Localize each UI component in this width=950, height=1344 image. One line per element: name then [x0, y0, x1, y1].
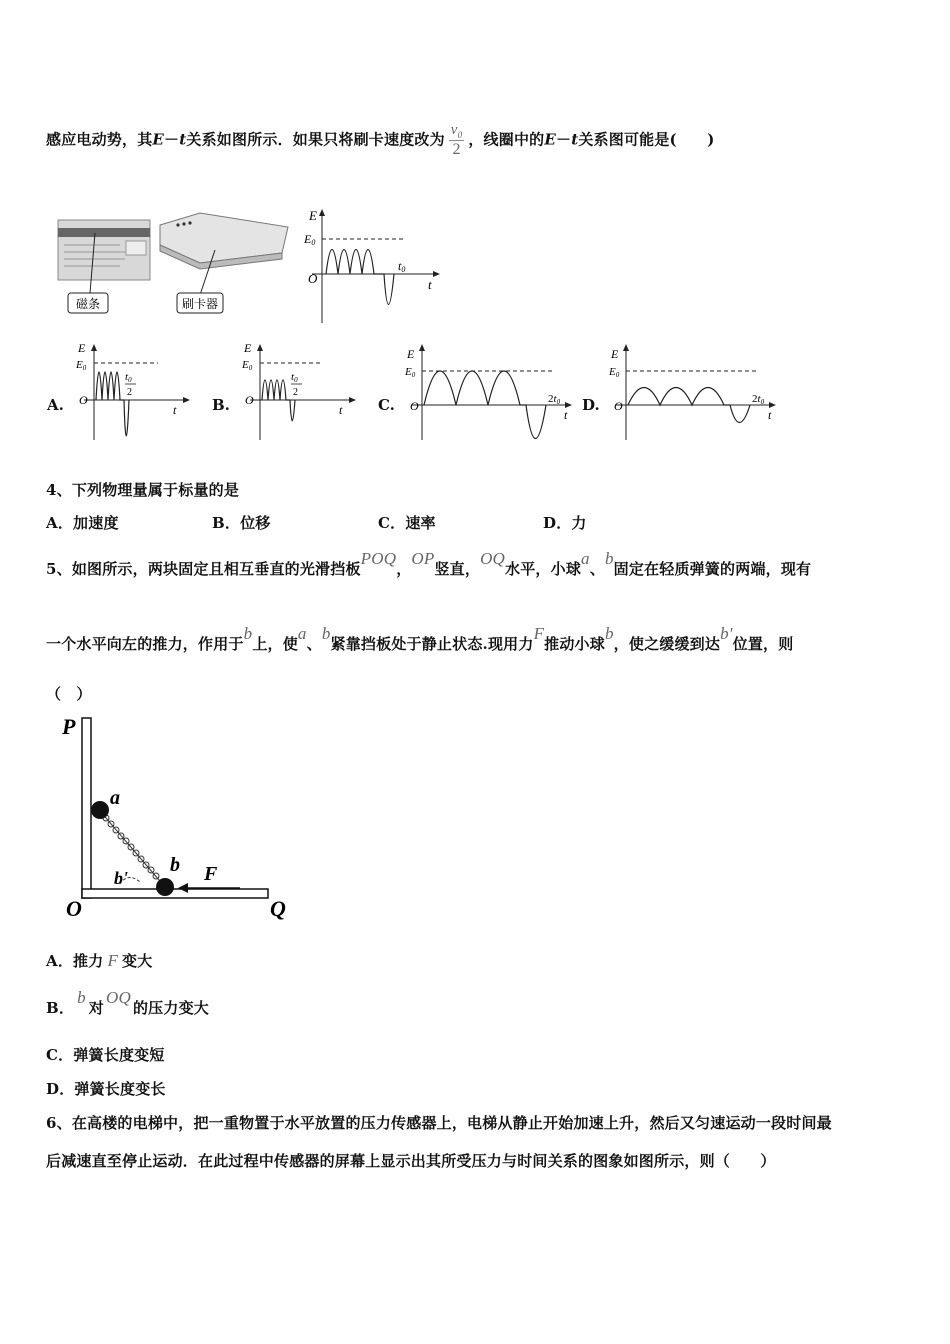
q3-var-t: t	[179, 130, 187, 149]
q5-optA-text-1: A．推力	[46, 952, 104, 970]
q5-option-D[interactable]: D．弹簧长度变长	[46, 1080, 166, 1098]
q5-l2-text-7: 位置，则	[732, 635, 794, 653]
optA-E: E	[78, 342, 86, 355]
q3-option-B-graph[interactable]	[236, 342, 361, 442]
q3-frac-num-sub: 0	[457, 130, 463, 140]
card-reader-image	[160, 213, 288, 295]
optC-O: O	[410, 399, 419, 413]
q3-dash-2: －	[556, 130, 572, 149]
main-graph-O: O	[308, 271, 318, 286]
optD-t: t	[768, 408, 772, 422]
q5-text-2: ，	[396, 560, 412, 578]
optA-O: O	[79, 393, 88, 407]
q3-var-E: E	[152, 130, 165, 149]
optA-t: t	[173, 403, 177, 417]
q4-option-A[interactable]: A．加速度	[46, 514, 119, 532]
main-graph-E0: E0	[304, 232, 316, 247]
optB-E: E	[244, 342, 252, 355]
q5-l2-text-6: ，使之缓缓到达	[613, 635, 721, 653]
q5-option-C[interactable]: C．弹簧长度变短	[46, 1046, 165, 1064]
q3-stem-part2: 关系如图所示．如果只将刷卡速度改为	[186, 130, 445, 149]
q5-figure	[58, 712, 298, 927]
q6-stem-line2: 后减速直至停止运动．在此过程中传感器的屏幕上显示出其所受压力与时间关系的图象如图所示，则（ ）	[46, 1152, 776, 1170]
q5-math-a: a	[581, 549, 590, 568]
q3-option-A-graph[interactable]	[70, 342, 195, 442]
q3-stem-line	[46, 122, 715, 159]
q4-option-C[interactable]: C．速率	[378, 514, 436, 532]
optC-E0: E0	[405, 366, 416, 379]
q5-l2-text-1: 一个水平向左的推力，作用于	[46, 635, 244, 653]
q3-stem-part3: ，线圈中的	[468, 130, 545, 149]
fig-label-bprime: b'	[114, 868, 129, 888]
q5-option-B[interactable]	[46, 988, 209, 1018]
q5-l2-text-5: 推动小球	[544, 635, 605, 653]
q5-text-3: 竖直，	[434, 560, 481, 578]
q4-option-D[interactable]: D．力	[543, 514, 587, 532]
q5-math-b: b	[604, 549, 614, 568]
optD-E0: E0	[609, 366, 620, 379]
q3-var-E-2: E	[544, 130, 557, 149]
q5-l2-math-bprime: b'	[720, 624, 733, 643]
q5-option-A[interactable]	[46, 950, 152, 971]
fig-label-b: b	[170, 854, 180, 876]
q3-var-t-2: t	[571, 130, 579, 149]
q5-stem-line1	[46, 549, 812, 579]
spring	[100, 811, 165, 887]
fig-label-P: P	[62, 714, 76, 739]
q3-stem-part4: 关系图可能是( )	[578, 130, 715, 149]
optD-2t0: 2t0	[752, 393, 765, 406]
q5-math-POQ: POQ	[360, 549, 397, 568]
q3-frac-num: v	[450, 122, 458, 138]
q3-stem-part1: 感应电动势，其	[46, 130, 153, 149]
optB-E0: E0	[242, 359, 253, 372]
q4-stem: 4、下列物理量属于标量的是	[46, 481, 240, 499]
q3-option-A-label[interactable]: A.	[47, 396, 64, 414]
main-graph-t0: t0	[398, 259, 406, 274]
q5-l2-math-b: b	[243, 624, 253, 643]
optC-E: E	[407, 347, 415, 361]
ball-a	[91, 801, 109, 819]
magnetic-card-image	[58, 220, 150, 293]
q3-option-D-graph[interactable]	[606, 342, 781, 442]
main-graph-E: E	[309, 208, 317, 223]
optB-t0-over-2: t0	[291, 371, 298, 384]
main-graph-t: t	[428, 277, 432, 292]
q5-optB-text-3: 的压力变大	[132, 999, 209, 1017]
q3-option-C-graph[interactable]	[402, 342, 577, 442]
q4-option-B[interactable]: B．位移	[212, 514, 271, 532]
q6-stem-line1: 6、在高楼的电梯中，把一重物置于水平放置的压力传感器上，电梯从静止开始加速上升，然后又匀速运动一段时间最	[46, 1114, 832, 1132]
q5-l2-math-a: a	[297, 624, 307, 643]
q5-answer-paren: （ ）	[46, 685, 92, 703]
q5-optA-math-F: F	[107, 951, 119, 970]
fig-label-a: a	[110, 787, 120, 809]
q3-main-graph	[303, 208, 440, 323]
q3-option-C-label[interactable]: C.	[378, 396, 395, 414]
optA-E0: E0	[76, 359, 87, 372]
optC-t: t	[564, 408, 568, 422]
q5-text-6: 固定在轻质弹簧的两端，现有	[613, 560, 812, 578]
q5-text-1: 5、如图所示，两块固定且相互垂直的光滑挡板	[46, 560, 361, 578]
q3-option-B-label[interactable]: B.	[212, 396, 230, 414]
q5-optB-text-1: B．	[46, 999, 75, 1017]
q3-figure	[50, 205, 450, 325]
q5-optB-math-b: b	[77, 988, 86, 1007]
q3-option-D-label[interactable]: D.	[582, 396, 600, 414]
fig-label-Q: Q	[270, 896, 286, 921]
ball-b	[156, 878, 174, 896]
q5-math-OQ: OQ	[480, 549, 506, 568]
q5-l2-text-2: 上，使	[252, 635, 298, 653]
optA-t0-over-2: t0	[125, 371, 132, 384]
q5-text-5: 、	[589, 560, 605, 578]
optD-O: O	[614, 399, 623, 413]
q5-l2-math-b3: b	[604, 624, 614, 643]
q3-dash: －	[164, 130, 180, 149]
optB-den-2: 2	[293, 387, 298, 398]
optB-O: O	[245, 393, 254, 407]
magstrip-label: 磁条	[75, 297, 101, 311]
q5-l2-text-4: 紧靠挡板处于静止状态.现用力	[330, 635, 534, 653]
q3-frac-den: 2	[452, 141, 461, 158]
q5-optB-math-OQ: OQ	[106, 988, 131, 1007]
q3-fraction-v0-over-2	[449, 122, 465, 159]
fig-label-O: O	[66, 896, 82, 921]
optD-E: E	[611, 347, 619, 361]
q5-optB-text-2: 对	[88, 999, 104, 1017]
q5-math-OP: OP	[411, 549, 435, 568]
q5-l2-math-b2: b	[321, 624, 331, 643]
q5-text-4: 水平，小球	[505, 560, 582, 578]
q5-stem-line2	[46, 624, 794, 654]
q5-l2-text-3: 、	[306, 635, 322, 653]
optC-2t0: 2t0	[548, 393, 561, 406]
optA-den-2: 2	[127, 387, 132, 398]
reader-label: 刷卡器	[181, 297, 219, 311]
fig-label-F: F	[204, 863, 218, 885]
optB-t: t	[339, 403, 343, 417]
q5-optA-text-2: 变大	[122, 952, 153, 970]
q5-l2-math-F: F	[533, 624, 545, 643]
